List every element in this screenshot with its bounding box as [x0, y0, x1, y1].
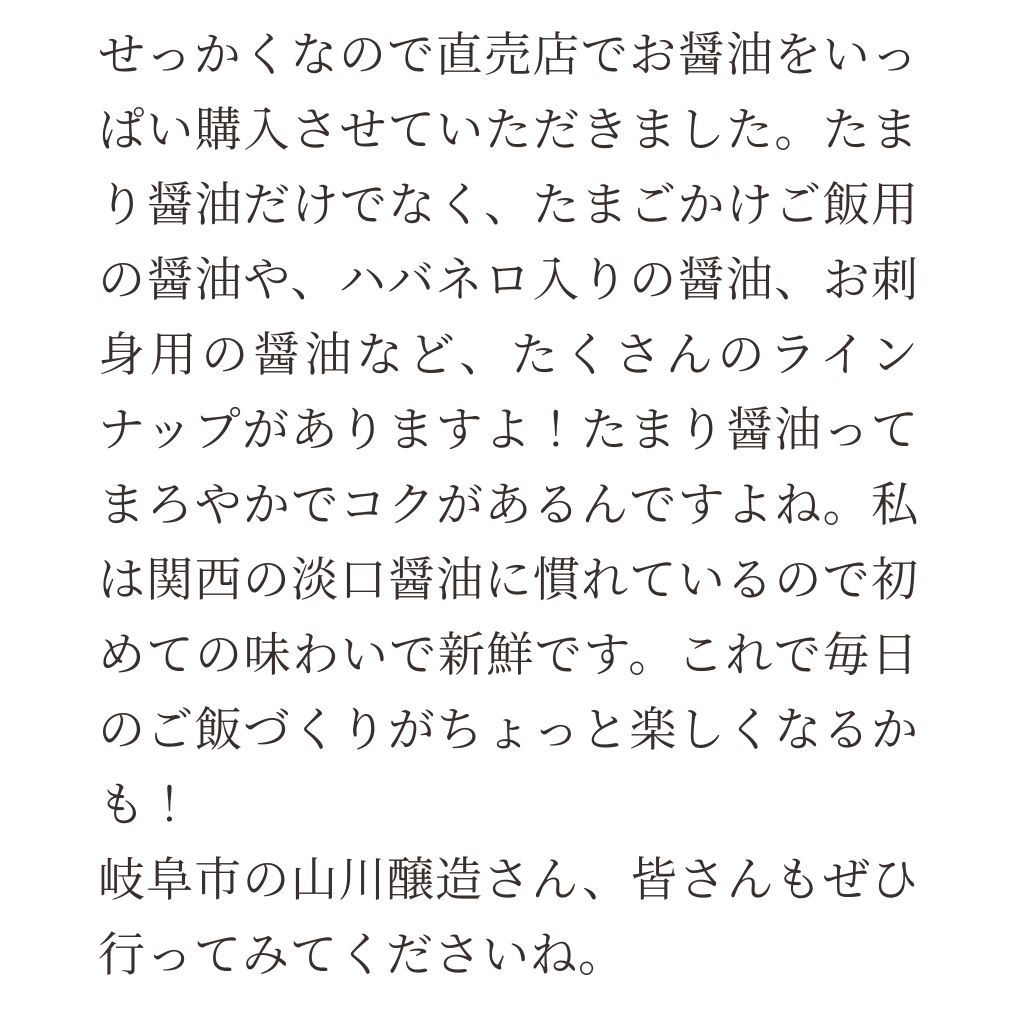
text-line: まろやかでコクがあるんですよね。私: [98, 478, 918, 531]
text-line: も！: [98, 778, 194, 831]
text-line: ナップがありますよ！たまり醤油って: [98, 403, 918, 456]
paragraph: [98, 842, 918, 992]
text-line: ぱい購入させていただきました。たま: [98, 103, 918, 156]
text-line: は関西の淡口醤油に慣れているので初: [98, 553, 918, 606]
article-body: [98, 17, 918, 992]
text-line: の醤油や、ハバネロ入りの醤油、お刺: [98, 253, 918, 306]
text-line: 身用の醤油など、たくさんのライン: [98, 328, 918, 381]
text-line: めての味わいで新鮮です。これで毎日: [98, 628, 918, 681]
text-line: 岐阜市の山川醸造さん、皆さんもぜひ: [98, 853, 918, 906]
text-line: 行ってみてくださいね。: [98, 928, 626, 981]
text-line: り醤油だけでなく、たまごかけご飯用: [98, 178, 918, 231]
paragraph: [98, 17, 918, 842]
text-line: のご飯づくりがちょっと楽しくなるか: [98, 703, 918, 756]
text-line: せっかくなので直売店でお醤油をいっ: [98, 28, 918, 81]
